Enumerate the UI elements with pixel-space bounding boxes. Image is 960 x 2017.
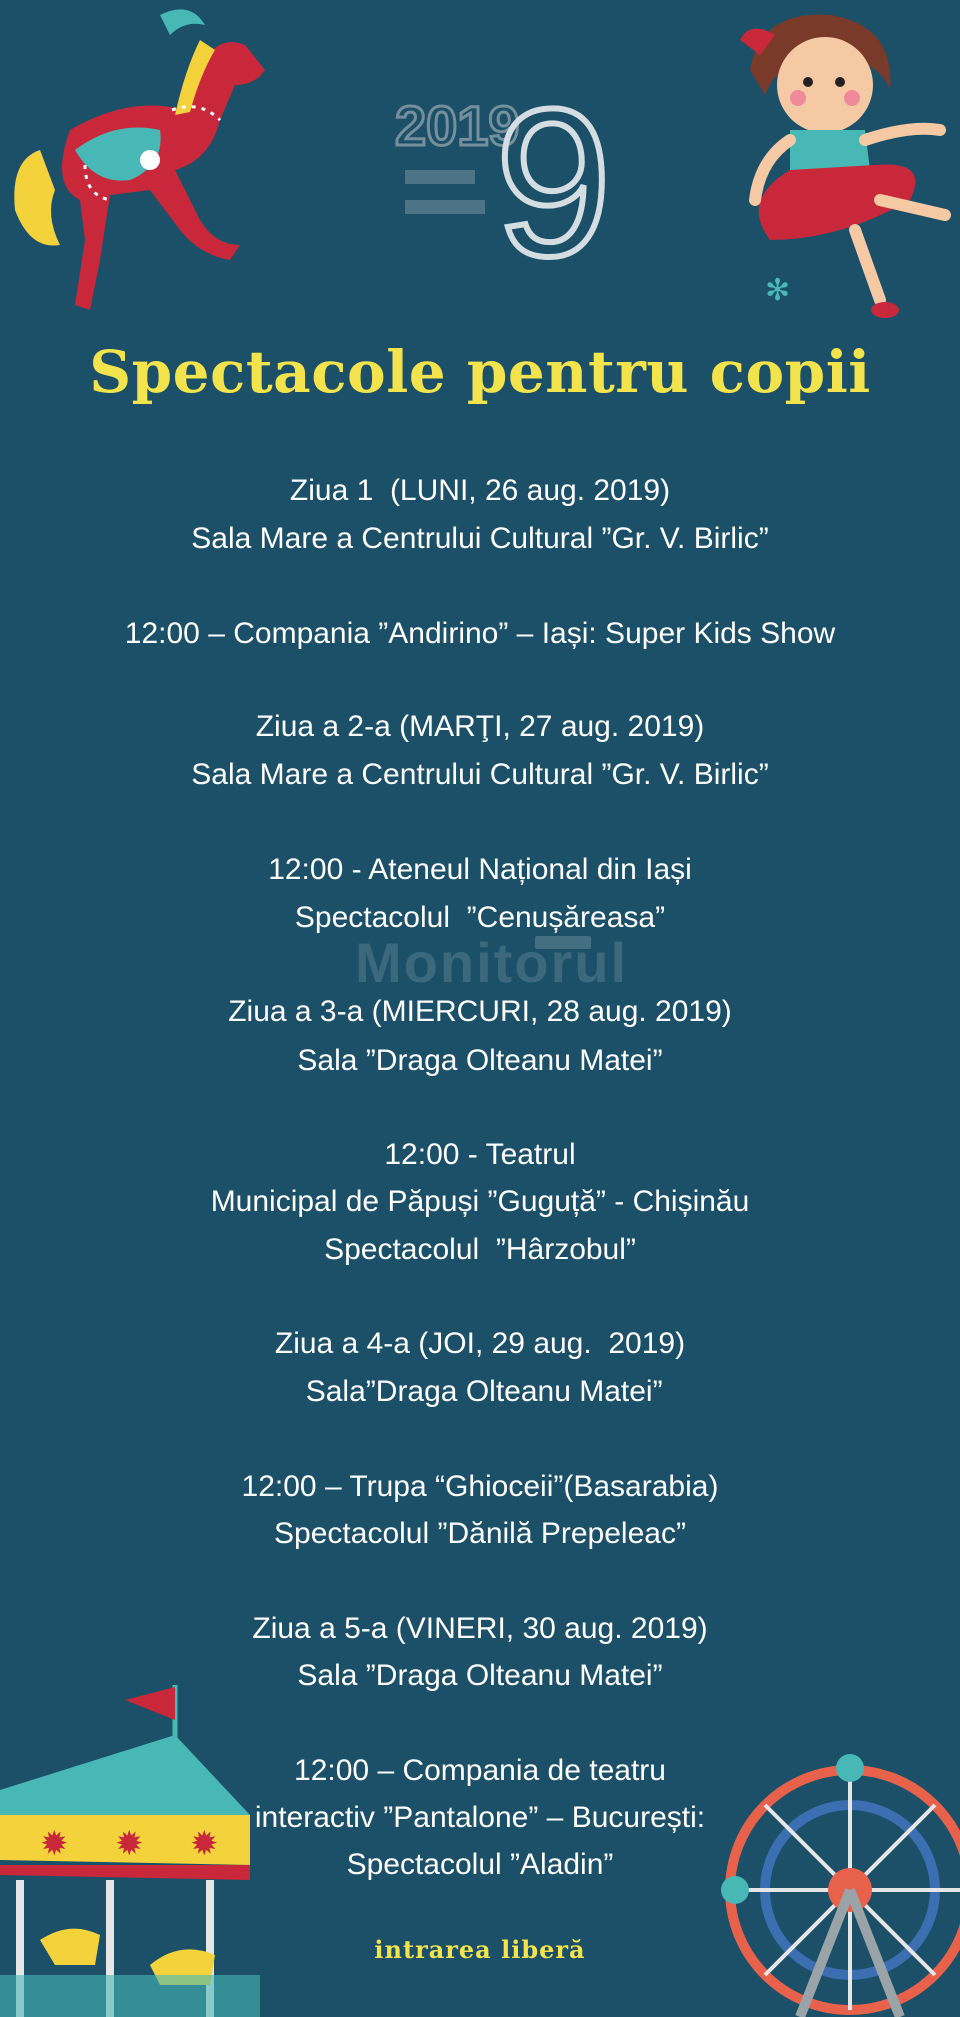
logo-big-digit: 9: [495, 65, 612, 280]
page-title: Spectacole pentru copii: [89, 338, 871, 406]
day3-show-company-cont: Municipal de Păpuși ”Guguță” - Chișinău: [210, 1185, 750, 1218]
day3-heading: Ziua a 3-a (MIERCURI, 28 aug. 2019): [228, 995, 732, 1028]
svg-text:✹: ✹: [115, 1825, 144, 1863]
day3-show-title: Spectacolul ”Hârzobul”: [324, 1233, 636, 1266]
day4-show-company: 12:00 – Trupa “Ghioceii”(Basarabia): [241, 1470, 719, 1503]
day3-show-company: 12:00 - Teatrul: [384, 1138, 576, 1171]
dancing-girl-icon: [680, 0, 960, 340]
watermark-text: Monitorul: [355, 931, 629, 994]
ferris-wheel-icon: [700, 1740, 960, 2017]
day2-show-company: 12:00 - Ateneul Național din Iași: [268, 853, 692, 886]
watermark-badge: [535, 936, 591, 949]
day4-heading: Ziua a 4-a (JOI, 29 aug. 2019): [274, 1327, 686, 1360]
day5-heading: Ziua a 5-a (VINERI, 30 aug. 2019): [252, 1612, 708, 1645]
svg-text:✹: ✹: [190, 1825, 219, 1863]
day4-show-title: Spectacolul ”Dănilă Prepeleac”: [274, 1517, 686, 1550]
day4-venue: Sala”Draga Olteanu Matei”: [297, 1375, 663, 1408]
carousel-icon: [0, 1675, 260, 2017]
day3-venue: Sala ”Draga Olteanu Matei”: [297, 1044, 663, 1077]
rocking-horse-icon: [0, 0, 290, 330]
day5-show-title: Spectacolul ”Aladin”: [346, 1848, 614, 1881]
day5-show-company-cont: interactiv ”Pantalone” – București:: [254, 1801, 706, 1834]
day5-show-company: 12:00 – Compania de teatru: [294, 1754, 666, 1787]
free-entry-note: intrarea liberă: [374, 1935, 586, 1964]
festival-2019-logo: [385, 50, 645, 280]
day2-venue: Sala Mare a Centrului Cultural ”Gr. V. Birlic”: [191, 758, 769, 791]
day2-heading: Ziua a 2-a (MARŢI, 27 aug. 2019): [255, 710, 705, 743]
day2-show-title: Spectacolul ”Cenușăreasa”: [294, 901, 666, 934]
svg-text:✻: ✻: [765, 274, 791, 307]
logo-year: 2019: [395, 94, 520, 157]
day1-heading: Ziua 1 (LUNI, 26 aug. 2019): [289, 474, 671, 507]
day5-venue: Sala ”Draga Olteanu Matei”: [297, 1659, 663, 1692]
svg-text:✹: ✹: [40, 1825, 69, 1863]
day1-show: 12:00 – Compania ”Andirino” – Iași: Super Kids Show: [124, 617, 836, 650]
day1-venue: Sala Mare a Centrului Cultural ”Gr. V. Birlic”: [191, 522, 769, 555]
